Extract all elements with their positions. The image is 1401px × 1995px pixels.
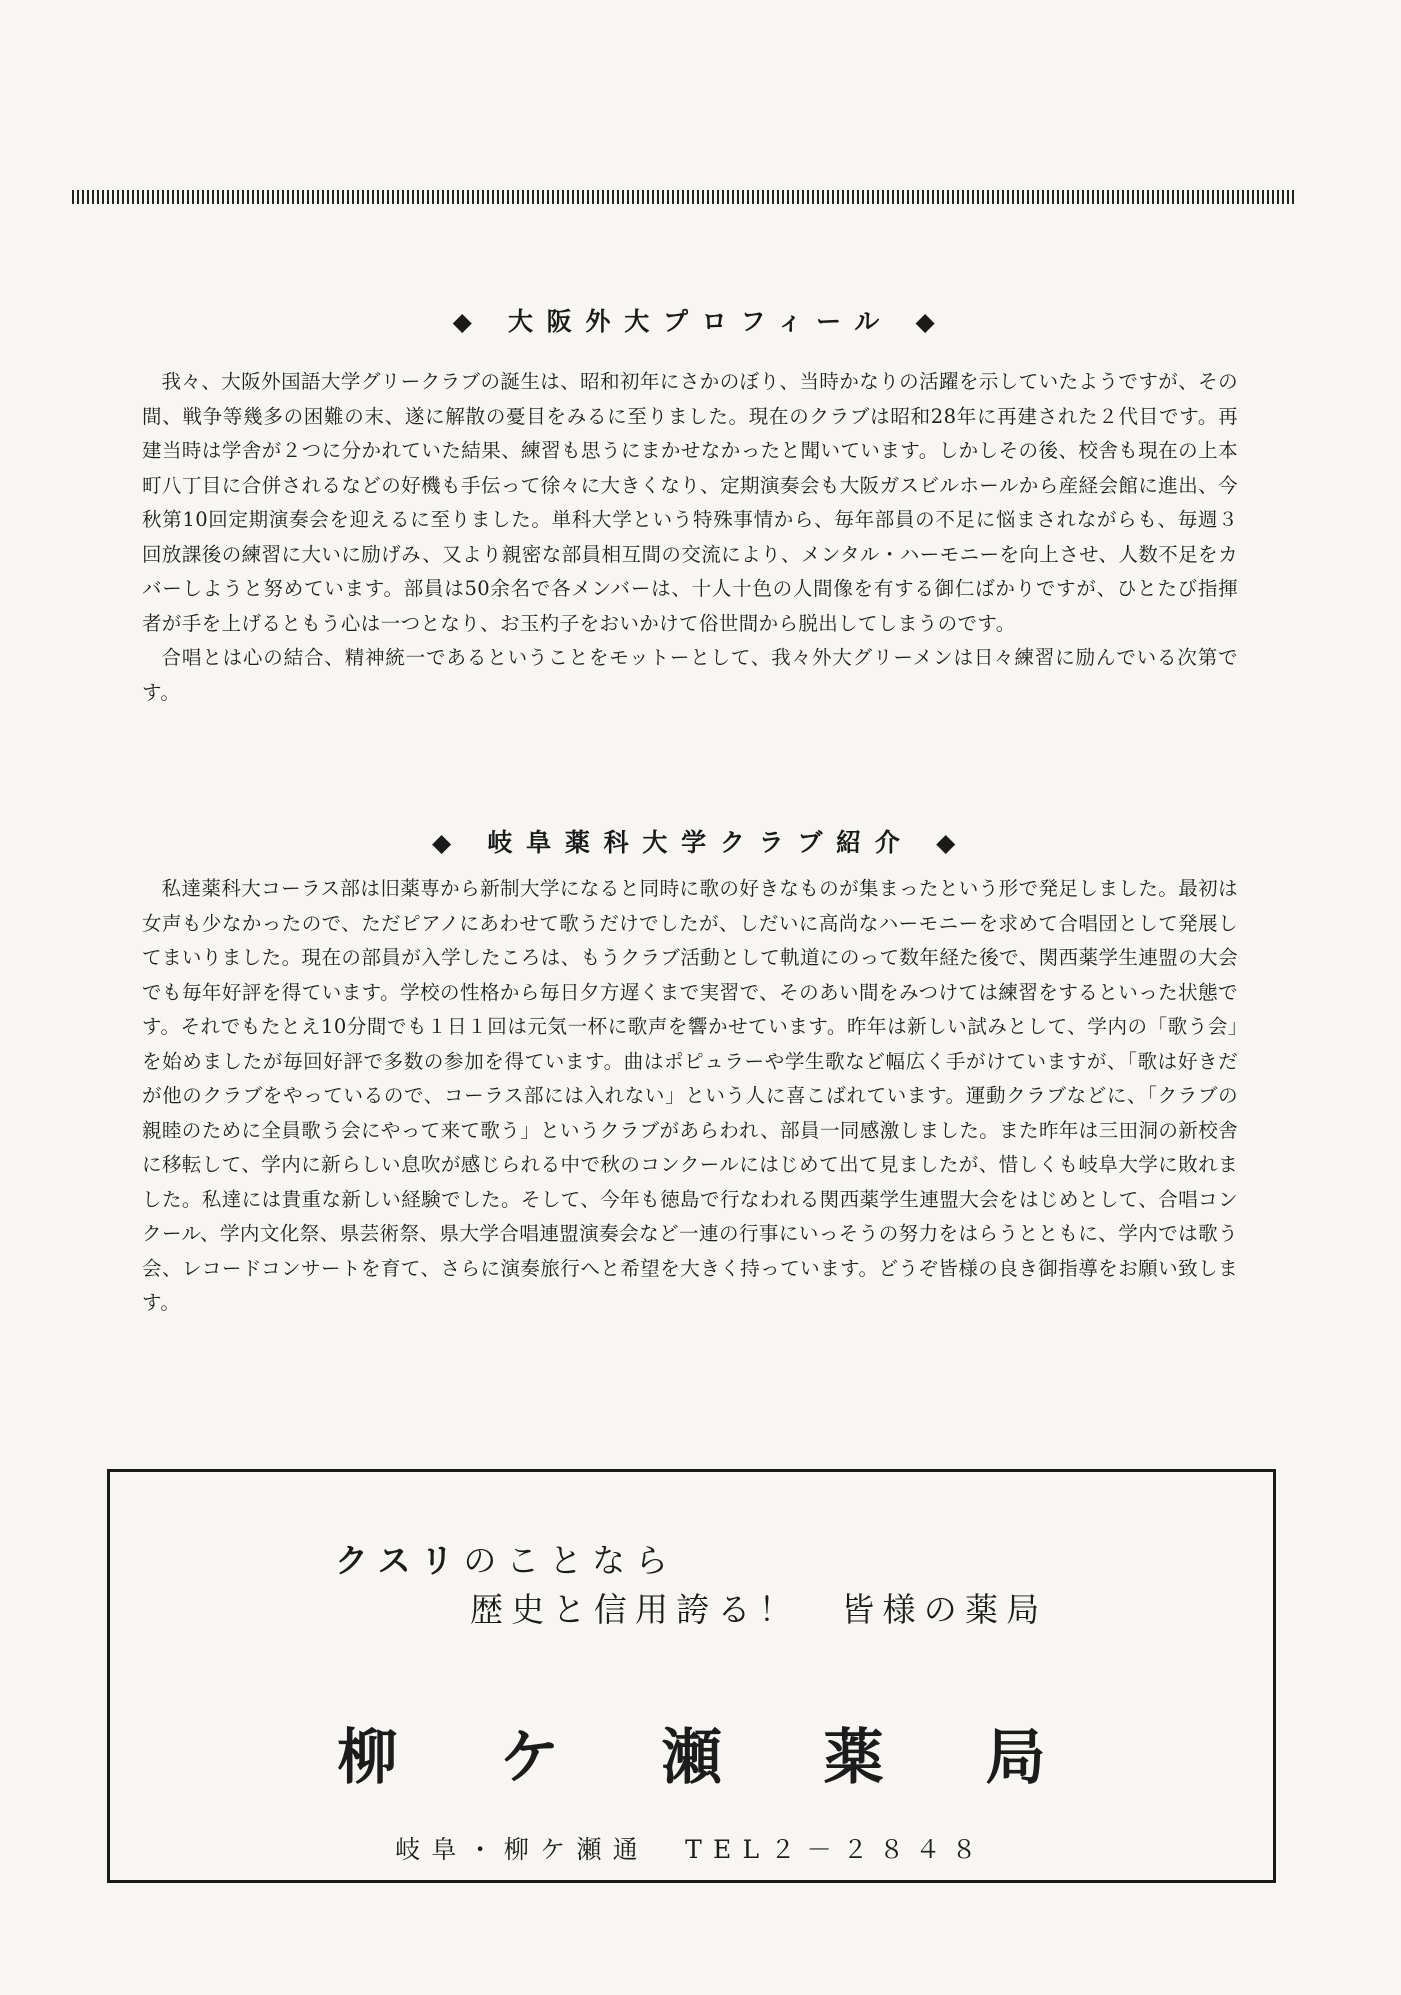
top-divider-rule bbox=[72, 190, 1297, 204]
pharmacy-advertisement bbox=[107, 1469, 1276, 1883]
section-title-osaka-profile: ◆ 大阪外大プロフィール ◆ bbox=[452, 307, 949, 336]
ad-pharmacy-name: 柳ケ瀬薬局 bbox=[337, 1723, 1148, 1793]
osaka-profile-paragraph-1: 我々、大阪外国語大学グリークラブの誕生は、昭和初年にさかのぼり、当時かなりの活躍を示していたようですが、その間、戦争等幾多の困難の末、遂に解散の憂目をみるに至りました。現在のクラブは昭和28年に再建された２代目です。再建当時は学舎が２つに分かれていた結果、練習も思うにまかせなかったと聞いています。しかしその後、校舎も現在の上本町八丁目に合併されるなどの好機も手伝って徐々に大きくなり、定期演奏会も大阪ガスビルホールから産経会館に進出、今秋第10回定期演奏会を迎えるに至りました。単科大学という特殊事情から、毎年部員の不足に悩まされながらも、毎週３回放課後の練習に大いに励げみ、又より親密な部員相互間の交流により、メンタル・ハーモニーを向上させ、人数不足をカバーしようと努めています。部員は50余名で各メンバーは、十人十色の人間像を有する御仁ばかりですが、ひとたび指揮者が手を上げるともう心は一つとなり、お玉杓子をおいかけて俗世間から脱出してしまうのです。 bbox=[142, 370, 1238, 635]
gifu-club-body bbox=[142, 872, 1238, 1321]
osaka-profile-body bbox=[142, 365, 1238, 710]
gifu-club-paragraph-1: 私達薬科大コーラス部は旧薬専から新制大学になると同時に歌の好きなものが集まったという形で発足しました。最初は女声も少なかったので、ただピアノにあわせて歌うだけでしたが、しだいに高尚なハーモニーを求めて合唱団として発展してまいりました。現在の部員が入学したころは、もうクラブ活動として軌道にのって数年経た後で、関西薬学生連盟の大会でも毎年好評を得ています。学校の性格から毎日夕方遅くまで実習で、そのあい間をみつけては練習をするといった状態です。それでもたとえ10分間でも１日１回は元気一杯に歌声を響かせています。昨年は新しい試みとして、学内の「歌う会」を始めましたが毎回好評で多数の参加を得ています。曲はポピュラーや学生歌など幅広く手がけていますが、「歌は好きだが他のクラブをやっているので、コーラス部には入れない」という人に喜こばれています。運動クラブなどに、「クラブの親睦のために全員歌う会にやって来て歌う」というクラブがあらわれ、部員一同感激しました。また昨年は三田洞の新校舎に移転して、学内に新らしい息吹が感じられる中で秋のコンクールにはじめて出て見ましたが、惜しくも岐阜大学に敗れました。私達には貴重な新しい経験でした。そして、今年も徳島で行なわれる関西薬学生連盟大会をはじめとして、合唱コンクール、学内文化祭、県芸術祭、県大学合唱連盟演奏会など一連の行事にいっそうの努力をはらうとともに、学内では歌う会、レコードコンサートを育て、さらに演奏旅行へと希望を大きく持っています。どうぞ皆様の良き御指導をお願い致します。 bbox=[142, 877, 1238, 1314]
ad-tagline-strong: クスリ bbox=[335, 1541, 464, 1580]
ad-address: 岐阜・柳ケ瀬通 TEL２－２８４８ bbox=[395, 1835, 988, 1864]
ad-slogan: 歴史と信用誇る！ 皆様の薬局 bbox=[470, 1590, 1048, 1629]
ad-tagline bbox=[335, 1535, 678, 1582]
osaka-profile-paragraph-2: 合唱とは心の結合、精神統一であるということをモットーとして、我々外大グリーメンは日々練習に励んでいる次第です。 bbox=[142, 646, 1238, 704]
section-title-gifu-club: ◆ 岐阜薬科大学クラブ紹介 ◆ bbox=[431, 828, 970, 857]
ad-tagline-rest: のことなら bbox=[463, 1541, 678, 1580]
